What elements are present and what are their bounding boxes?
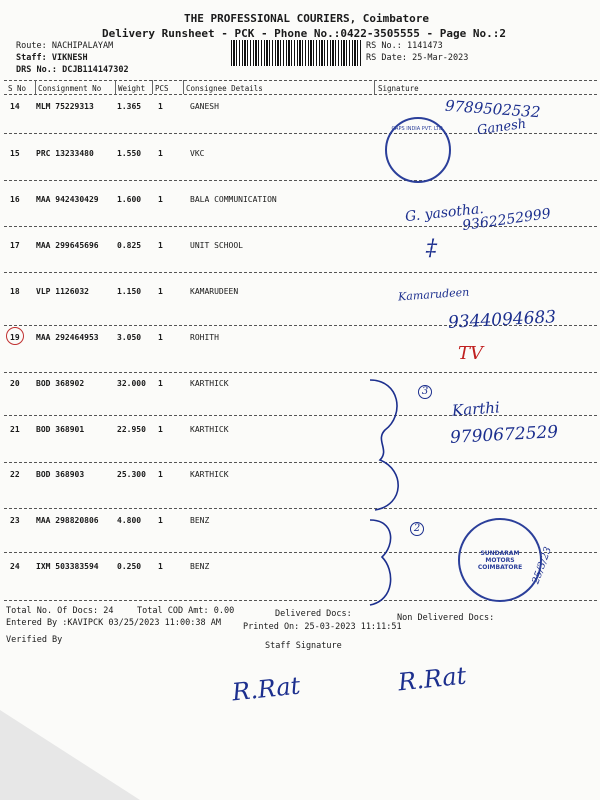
bracket-stroke (370, 520, 391, 605)
row-consignment: MAA 292464953 (36, 333, 99, 342)
staff-value: VIKNESH (51, 53, 88, 63)
row-pcs: 1 (158, 149, 163, 158)
company-title: THE PROFESSIONAL COURIERS, Coimbatore (184, 12, 430, 25)
handwritten-count: 2 (410, 522, 424, 536)
staff-field (16, 53, 88, 63)
col-header-consignee: Consignee Details (186, 84, 263, 93)
verified-by: Verified By (6, 635, 63, 645)
rs-no-value: 1141473 (406, 41, 443, 51)
row-weight: 22.950 (117, 425, 146, 434)
runsheet-subtitle: Delivery Runsheet - PCK - Phone No.:0422-3505555 - Page No.:2 (102, 27, 506, 40)
row-weight: 1.150 (117, 287, 142, 296)
staff-label: Staff: (16, 53, 47, 63)
col-header-consignment: Consignment No (38, 84, 102, 93)
delivered-docs: Delivered Docs: (275, 609, 352, 619)
table-top-rule (4, 80, 597, 81)
row-consignee: KARTHICK (190, 425, 229, 434)
entered-by: Entered By :KAVIPCK 03/25/2023 11:00:38 AM (6, 618, 221, 628)
row-consignee: KARTHICK (190, 379, 229, 388)
row-consignment: VLP 1126032 (36, 287, 89, 296)
row-rule (4, 508, 597, 509)
row-weight: 32.000 (117, 379, 146, 388)
company-stamp (458, 518, 542, 602)
col-header-pcs: PCS (155, 84, 169, 93)
row-consignment: MAA 299645696 (36, 241, 99, 250)
handwritten-name: G. yasotha. (404, 200, 485, 226)
bracket-stroke (370, 380, 398, 510)
row-consignee: GANESH (190, 102, 219, 111)
handwritten-signature: Kamarudeen (397, 285, 470, 304)
handwritten-mark: ‡ (426, 236, 437, 261)
col-divider (152, 80, 153, 94)
paper-fold-corner (0, 710, 140, 800)
row-consignment: MAA 298820806 (36, 516, 99, 525)
col-header-weight: Weight (118, 84, 146, 93)
handwritten-phone: 9344094683 (447, 307, 557, 333)
row-pcs: 1 (158, 287, 163, 296)
row-consignment: IXM 503383594 (36, 562, 99, 571)
row-sno: 21 (10, 425, 20, 434)
row-weight: 1.550 (117, 149, 142, 158)
barcode (231, 40, 361, 66)
row-pcs: 1 (158, 102, 163, 111)
row-pcs: 1 (158, 425, 163, 434)
handwritten-date: 25/3/23 (530, 545, 555, 586)
col-header-signature: Signature (378, 84, 419, 93)
col-divider (115, 80, 116, 94)
col-divider (374, 80, 375, 94)
stamp-text: CAPS INDIA PVT. LTD. (391, 126, 445, 132)
row-pcs: 1 (158, 470, 163, 479)
row-rule (4, 415, 597, 416)
row-pcs: 1 (158, 562, 163, 571)
col-divider (35, 80, 36, 94)
row-consignment: BOD 368901 (36, 425, 85, 434)
row-consignment: BOD 368902 (36, 379, 85, 388)
company-stamp (385, 117, 451, 183)
row-sno: 22 (10, 470, 20, 479)
handwritten-phone: 9790672529 (449, 422, 559, 448)
row-pcs: 1 (158, 333, 163, 342)
col-divider (183, 80, 184, 94)
staff-signature-label: Staff Signature (265, 641, 342, 651)
row-consignment: BOD 368903 (36, 470, 85, 479)
row-consignment: PRC 13233480 (36, 149, 94, 158)
handwritten-signature: Karthi (451, 398, 501, 420)
row-consignee: VKC (190, 149, 205, 158)
row-sno: 20 (10, 379, 20, 388)
row-consignee: ROHITH (190, 333, 219, 342)
row-weight: 0.825 (117, 241, 142, 250)
rs-date-field (366, 53, 468, 63)
non-delivered-docs: Non Delivered Docs: (397, 613, 495, 623)
row-weight: 1.600 (117, 195, 142, 204)
row-sno: 17 (10, 241, 20, 250)
row-sno: 19 (10, 333, 20, 342)
staff-signature: R.Rat (230, 671, 302, 707)
route-field (16, 41, 113, 51)
total-cod: Total COD Amt: 0.00 (137, 606, 235, 616)
row-weight: 0.250 (117, 562, 142, 571)
row-sno: 23 (10, 516, 20, 525)
rs-no-label: RS No.: (366, 41, 402, 51)
row-pcs: 1 (158, 379, 163, 388)
row-rule (4, 462, 597, 463)
row-consignee: UNIT SCHOOL (190, 241, 243, 250)
row-consignment: MAA 942430429 (36, 195, 99, 204)
row-pcs: 1 (158, 195, 163, 204)
drs-field (16, 65, 129, 75)
stamp-text: SUNDARAM MOTORS COIMBATORE (477, 550, 523, 571)
route-label: Route: (16, 41, 47, 51)
circled-row-mark (6, 327, 24, 345)
rs-no-field (366, 41, 443, 51)
row-pcs: 1 (158, 241, 163, 250)
printed-on: Printed On: 25-03-2023 11:11:51 (243, 622, 402, 632)
col-header-sno: S No (8, 84, 27, 93)
row-weight: 25.300 (117, 470, 146, 479)
row-consignee: KARTHICK (190, 470, 229, 479)
row-consignee: BENZ (190, 516, 210, 525)
row-sno: 15 (10, 149, 20, 158)
row-consignee: KAMARUDEEN (190, 287, 239, 296)
drs-value: DCJB114147302 (62, 65, 129, 75)
total-docs: Total No. Of Docs: 24 (6, 606, 114, 616)
row-consignee: BENZ (190, 562, 210, 571)
row-sno: 16 (10, 195, 20, 204)
row-pcs: 1 (158, 516, 163, 525)
handwritten-count: 3 (418, 385, 432, 399)
row-rule (4, 272, 597, 273)
handwritten-phone: 9362252999 (461, 205, 552, 235)
row-consignment: MLM 75229313 (36, 102, 94, 111)
row-sno: 14 (10, 102, 20, 111)
staff-signature: R.Rat (396, 661, 468, 697)
handwritten-signature: Ganesh (476, 116, 528, 139)
drs-label: DRS No.: (16, 65, 57, 75)
row-weight: 4.800 (117, 516, 142, 525)
row-weight: 3.050 (117, 333, 142, 342)
handwritten-mark: TV (458, 343, 484, 364)
rs-date-value: 25-Mar-2023 (412, 53, 469, 63)
row-weight: 1.365 (117, 102, 142, 111)
row-rule (4, 372, 597, 373)
row-sno: 24 (10, 562, 20, 571)
rs-date-label: RS Date: (366, 53, 407, 63)
route-value: NACHIPALAYAM (51, 41, 114, 51)
row-rule (4, 180, 597, 181)
table-header-rule (4, 94, 597, 95)
handwritten-phone: 9789502532 (444, 96, 541, 122)
row-sno: 18 (10, 287, 20, 296)
row-consignee: BALA COMMUNICATION (190, 195, 277, 204)
